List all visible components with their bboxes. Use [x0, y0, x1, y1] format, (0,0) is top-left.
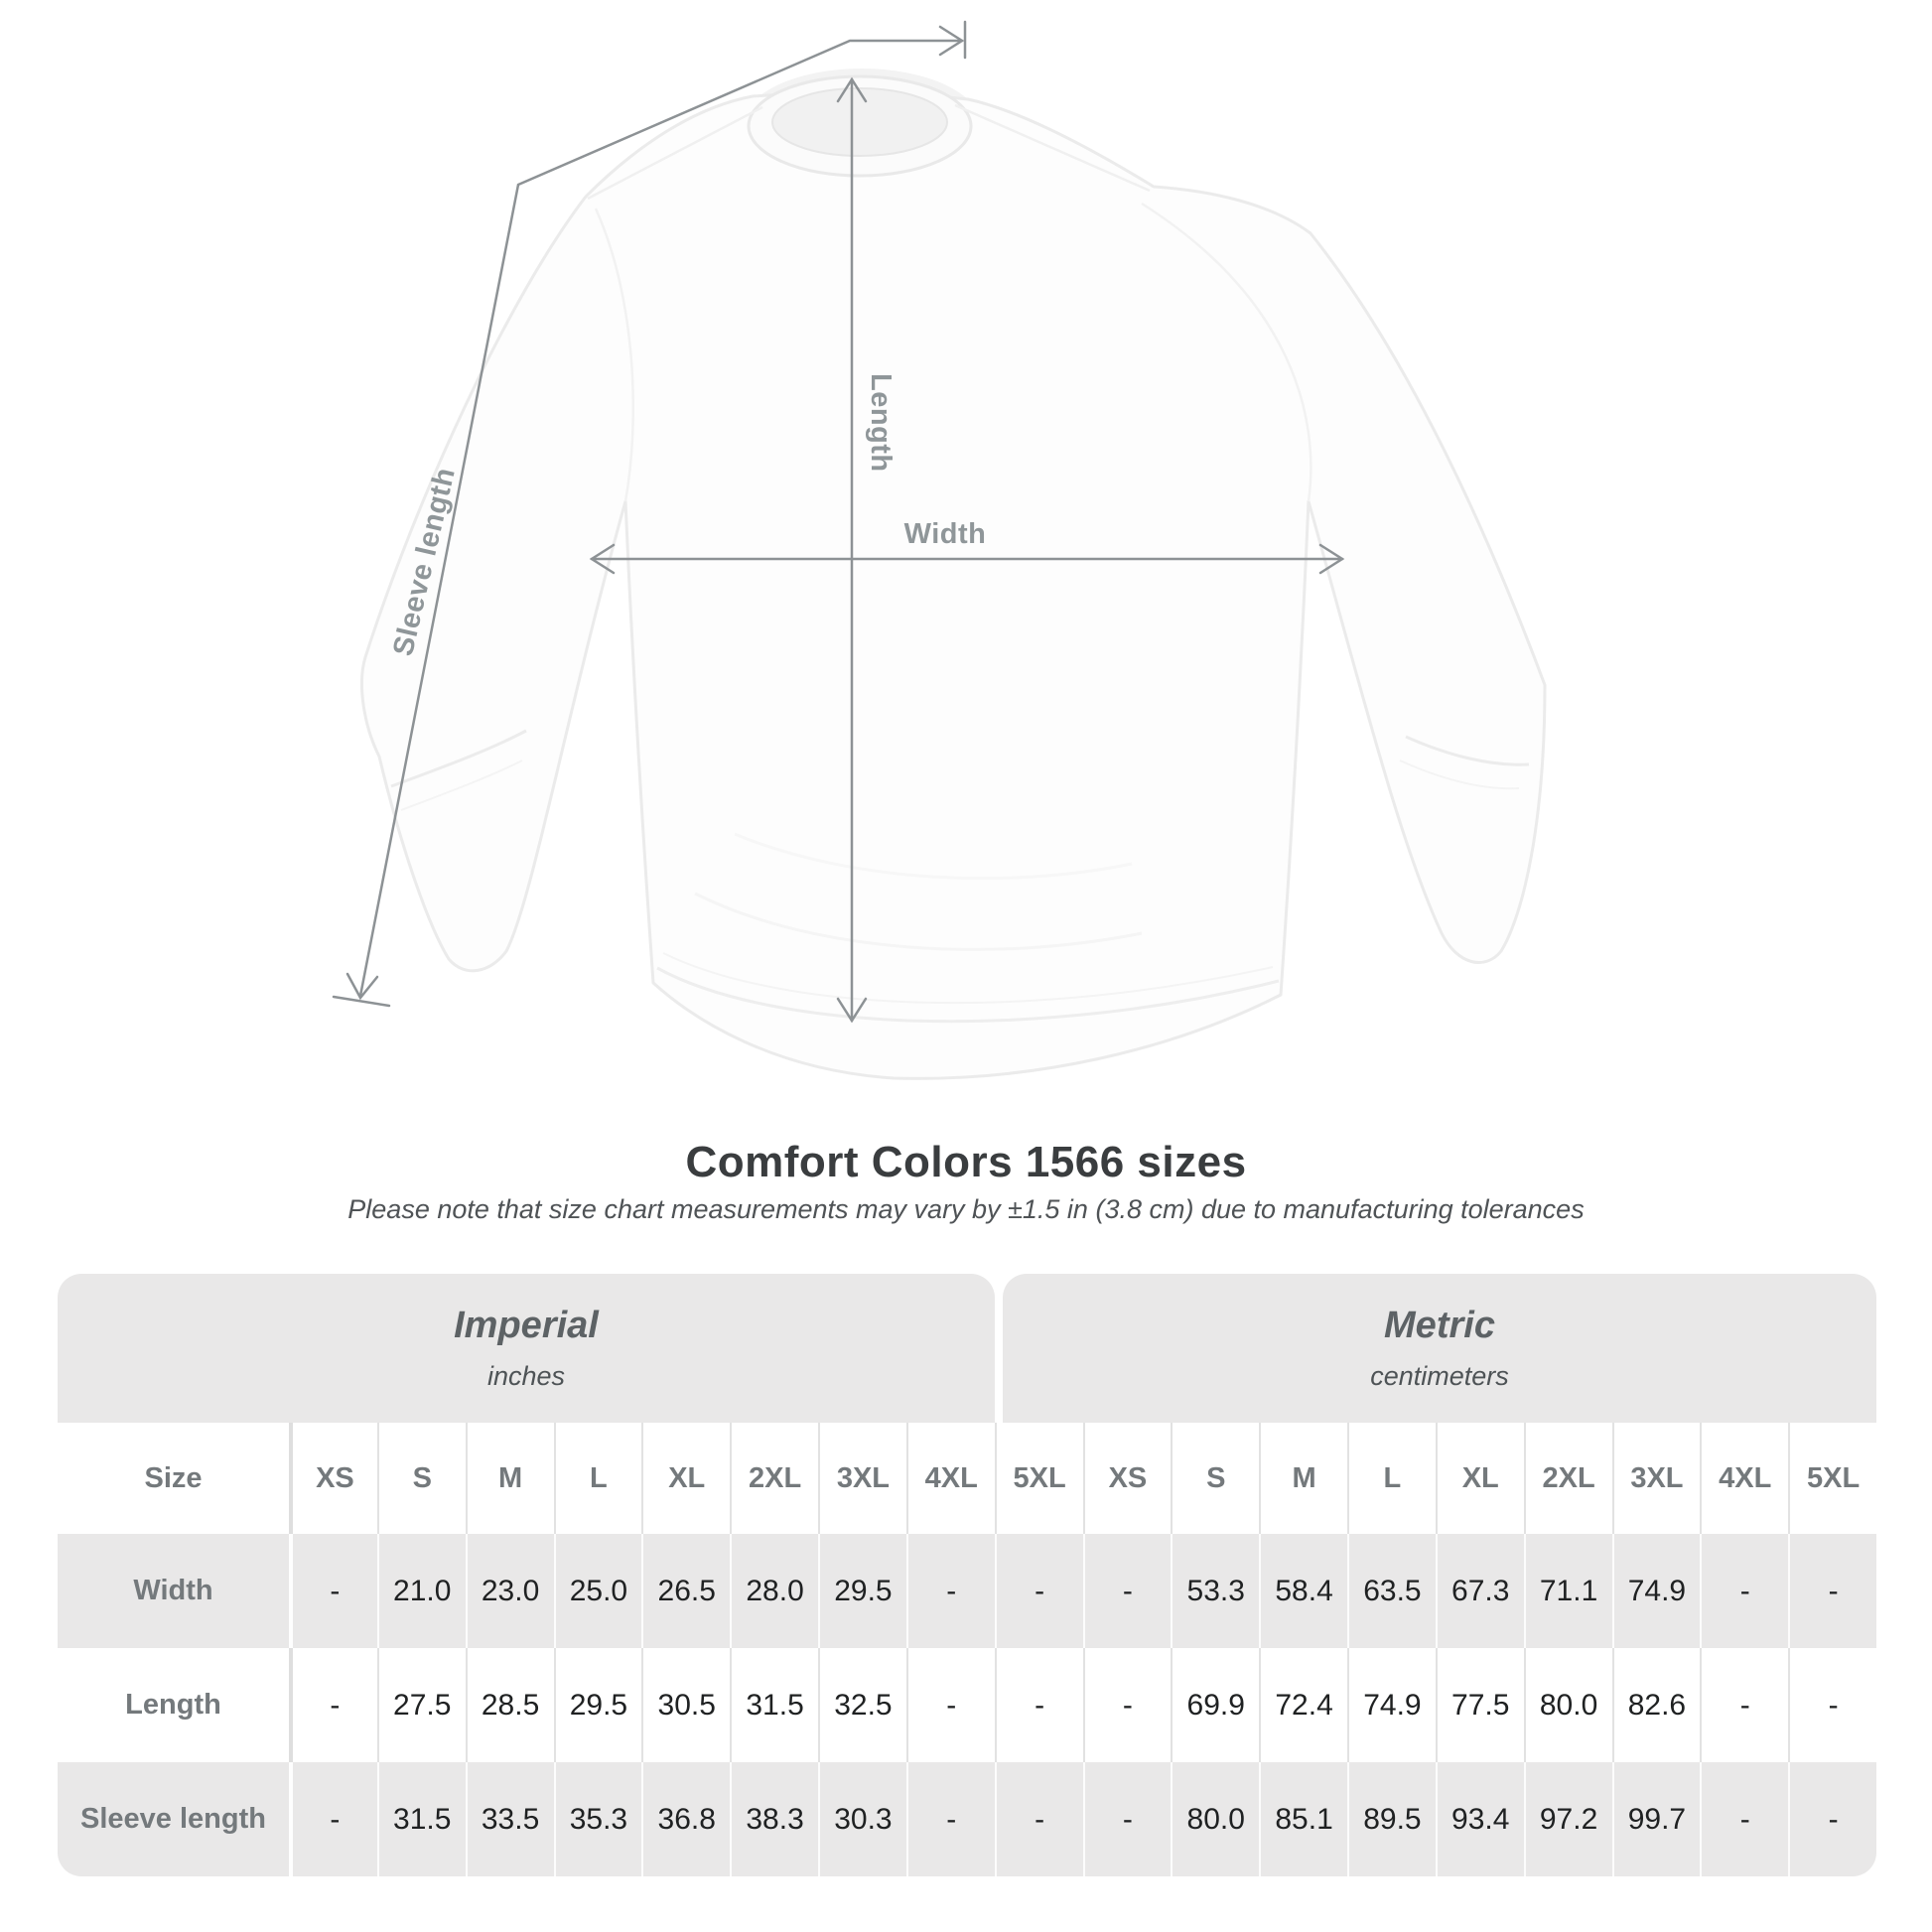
value-cell: -: [995, 1648, 1083, 1762]
value-cell: 27.5: [377, 1648, 466, 1762]
value-cell: -: [995, 1762, 1083, 1876]
unit-group-header: [58, 1274, 1876, 1423]
imperial-group-unit: inches: [486, 1361, 566, 1391]
column-header: M: [1259, 1423, 1347, 1534]
width-row: [58, 1534, 1876, 1648]
length-row: [58, 1648, 1876, 1762]
value-cell: 93.4: [1436, 1762, 1524, 1876]
value-cell: 21.0: [377, 1534, 466, 1648]
value-cell: 71.1: [1524, 1534, 1612, 1648]
column-header: S: [377, 1423, 466, 1534]
value-cell: -: [1083, 1648, 1172, 1762]
value-cell: -: [289, 1648, 377, 1762]
value-cell: 58.4: [1259, 1534, 1347, 1648]
value-cell: 35.3: [554, 1762, 642, 1876]
imperial-group-header: [58, 1274, 995, 1423]
page-title: Comfort Colors 1566 sizes: [685, 1138, 1247, 1186]
value-cell: -: [1083, 1534, 1172, 1648]
value-cell: 77.5: [1436, 1648, 1524, 1762]
value-cell: -: [995, 1534, 1083, 1648]
sleeve-length-measure-label: Sleeve length: [387, 465, 462, 659]
column-header: 2XL: [730, 1423, 818, 1534]
value-cell: -: [1788, 1648, 1876, 1762]
value-cell: 72.4: [1259, 1648, 1347, 1762]
row-label: Sleeve length: [80, 1803, 266, 1835]
value-cell: 82.6: [1612, 1648, 1701, 1762]
value-cell: 74.9: [1612, 1534, 1701, 1648]
row-label: Length: [125, 1689, 221, 1721]
value-cell: 36.8: [641, 1762, 730, 1876]
size-column-header: Size: [144, 1461, 203, 1494]
value-cell: 69.9: [1171, 1648, 1259, 1762]
column-header: XL: [1436, 1423, 1524, 1534]
value-cell: 99.7: [1612, 1762, 1701, 1876]
value-cell: -: [1788, 1534, 1876, 1648]
value-cell: 29.5: [818, 1534, 906, 1648]
value-cell: 30.5: [641, 1648, 730, 1762]
value-cell: -: [906, 1648, 995, 1762]
size-chart-table: [58, 1274, 1876, 1876]
width-measure-label: Width: [903, 518, 987, 550]
value-cell: 30.3: [818, 1762, 906, 1876]
value-cell: 67.3: [1436, 1534, 1524, 1648]
value-cell: 53.3: [1171, 1534, 1259, 1648]
value-cell: -: [906, 1762, 995, 1876]
column-header: 3XL: [818, 1423, 906, 1534]
value-cell: 38.3: [730, 1762, 818, 1876]
value-cell: 85.1: [1259, 1762, 1347, 1876]
value-cell: -: [1700, 1534, 1788, 1648]
length-measure-label: Length: [865, 373, 897, 473]
value-cell: 63.5: [1347, 1534, 1436, 1648]
value-cell: -: [1083, 1762, 1172, 1876]
column-header: L: [1347, 1423, 1436, 1534]
column-header: XS: [289, 1423, 377, 1534]
column-header: S: [1171, 1423, 1259, 1534]
column-header: 4XL: [906, 1423, 995, 1534]
column-header: 2XL: [1524, 1423, 1612, 1534]
column-header: L: [554, 1423, 642, 1534]
row-label: Width: [133, 1575, 213, 1606]
column-header: 5XL: [995, 1423, 1083, 1534]
tolerance-note: Please note that size chart measurements may vary by ±1.5 in (3.8 cm) due to manufacturing tolerances: [347, 1194, 1585, 1224]
value-cell: 25.0: [554, 1534, 642, 1648]
value-cell: 29.5: [554, 1648, 642, 1762]
size-header-row: [58, 1423, 1876, 1534]
metric-group-title: Metric: [1384, 1305, 1495, 1346]
value-cell: -: [289, 1534, 377, 1648]
value-cell: 80.0: [1524, 1648, 1612, 1762]
value-cell: 28.5: [466, 1648, 554, 1762]
sweatshirt-body: [361, 93, 1545, 1079]
column-header: 4XL: [1700, 1423, 1788, 1534]
metric-group-header: [1003, 1274, 1876, 1423]
value-cell: 80.0: [1171, 1762, 1259, 1876]
column-header: 3XL: [1612, 1423, 1701, 1534]
value-cell: -: [289, 1762, 377, 1876]
metric-group-unit: centimeters: [1370, 1361, 1509, 1391]
column-header: 5XL: [1788, 1423, 1876, 1534]
imperial-group-title: Imperial: [454, 1305, 599, 1346]
column-header: M: [466, 1423, 554, 1534]
value-cell: 31.5: [377, 1762, 466, 1876]
value-cell: 28.0: [730, 1534, 818, 1648]
column-header: XS: [1083, 1423, 1172, 1534]
sleeve-length-row: [58, 1762, 1876, 1876]
value-cell: 23.0: [466, 1534, 554, 1648]
value-cell: 26.5: [641, 1534, 730, 1648]
value-cell: -: [1700, 1648, 1788, 1762]
column-header: XL: [641, 1423, 730, 1534]
value-cell: 74.9: [1347, 1648, 1436, 1762]
value-cell: -: [906, 1534, 995, 1648]
value-cell: 33.5: [466, 1762, 554, 1876]
value-cell: 97.2: [1524, 1762, 1612, 1876]
value-cell: 31.5: [730, 1648, 818, 1762]
value-cell: 32.5: [818, 1648, 906, 1762]
value-cell: 89.5: [1347, 1762, 1436, 1876]
value-cell: -: [1700, 1762, 1788, 1876]
value-cell: -: [1788, 1762, 1876, 1876]
